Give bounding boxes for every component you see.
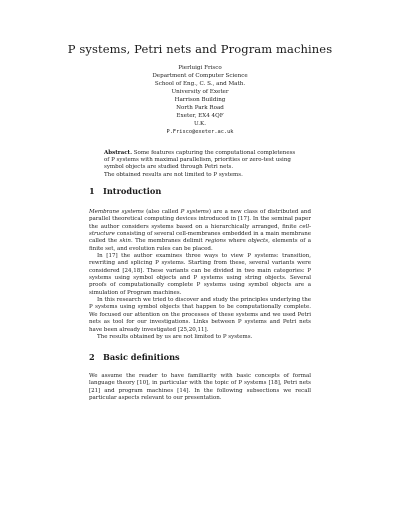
author-block bbox=[0, 64, 400, 136]
introduction-body bbox=[89, 209, 311, 341]
abstract-text: Some features capturing the computational completeness of P systems with maximal parallelism, priorities or zero-test using symbol objects are studied through Petri nets. bbox=[104, 150, 296, 171]
abstract-label: Abstract. bbox=[104, 150, 133, 156]
paper-title: P systems, Petri nets and Program machines bbox=[67, 42, 333, 56]
basic-definitions-body bbox=[89, 373, 311, 402]
abstract bbox=[104, 150, 300, 179]
section-title: Basic definitions bbox=[103, 352, 180, 362]
basic-definitions-paragraph-1: We assume the reader to have familiarity with basic concepts of formal language theory [10], in particular with the topic of P systems [18], Petri nets [21] and program machines [14]. In the following subsections we recall particular aspects relevant to our presentation. bbox=[89, 373, 311, 402]
abstract-text-2: The obtained results are not limited to P systems. bbox=[104, 171, 243, 178]
text-run: (also called bbox=[143, 209, 181, 215]
section-number: 2 bbox=[89, 352, 95, 362]
affiliation-line: Harrison Building bbox=[174, 97, 226, 103]
intro-paragraph-2: In [17] the author examines three ways to view P systems: transition, rewriting and splicing P systems. Starting from these, several variants were considered [24,18]. These variants can be divided in two main categories: P systems using symbol objects and P systems using string objects. Several proofs of computationally complete P systems using symbol objects are a simulation of Program machines. bbox=[89, 253, 311, 296]
term-cell-structure: cell-structure bbox=[89, 223, 311, 238]
affiliation-line: North Park Road bbox=[176, 105, 224, 111]
section-heading-basic-definitions bbox=[89, 352, 180, 362]
affiliation-line: U.K. bbox=[194, 121, 206, 127]
intro-paragraph-3: In this research we tried to discover and study the principles underlying the P systems using symbol objects that happen to be computationally complete. We focused our attention on the processes of these systems and we used Petri nets as tool for our investigations. Links between P systems and Petri nets have been already investigated [25,20,11]. bbox=[89, 297, 311, 333]
affiliation-line: Department of Computer Science bbox=[152, 73, 248, 79]
author-name: Pierluigi Frisco bbox=[178, 65, 222, 71]
section-title: Introduction bbox=[103, 186, 162, 196]
text-run: consisting of several cell-membranes embedded in a main membrane called the bbox=[89, 231, 311, 245]
term-objects: objects bbox=[248, 238, 269, 245]
author-email[interactable]: P.Frisco@exeter.ac.uk bbox=[166, 129, 234, 135]
affiliation-line: Exeter, EX4 4QF bbox=[176, 113, 224, 119]
text-run: where bbox=[225, 238, 249, 245]
affiliation-line: University of Exeter bbox=[171, 89, 229, 95]
text-run: , elements of a finite set, and evolution rules can be placed. bbox=[89, 238, 312, 252]
affiliation-line: School of Eng., C. S., and Math. bbox=[154, 81, 246, 87]
section-number: 1 bbox=[89, 186, 95, 196]
term-membrane-systems: Membrane systems bbox=[89, 209, 144, 215]
intro-paragraph-4: The results obtained by us are not limited to P systems. bbox=[97, 333, 253, 340]
section-heading-introduction bbox=[89, 186, 161, 196]
term-skin: skin bbox=[119, 238, 131, 245]
text-run: . The membranes delimit bbox=[130, 238, 206, 245]
term-p-systems: P systems bbox=[180, 209, 209, 215]
text-run: ) are a new class of distributed and parallel theoretical computing devices introduced in [17]. In the seminal paper the author considers systems based on a hierarchically arranged, finite bbox=[89, 209, 311, 230]
intro-paragraph-1 bbox=[89, 209, 311, 253]
term-regions: regions bbox=[205, 238, 226, 245]
